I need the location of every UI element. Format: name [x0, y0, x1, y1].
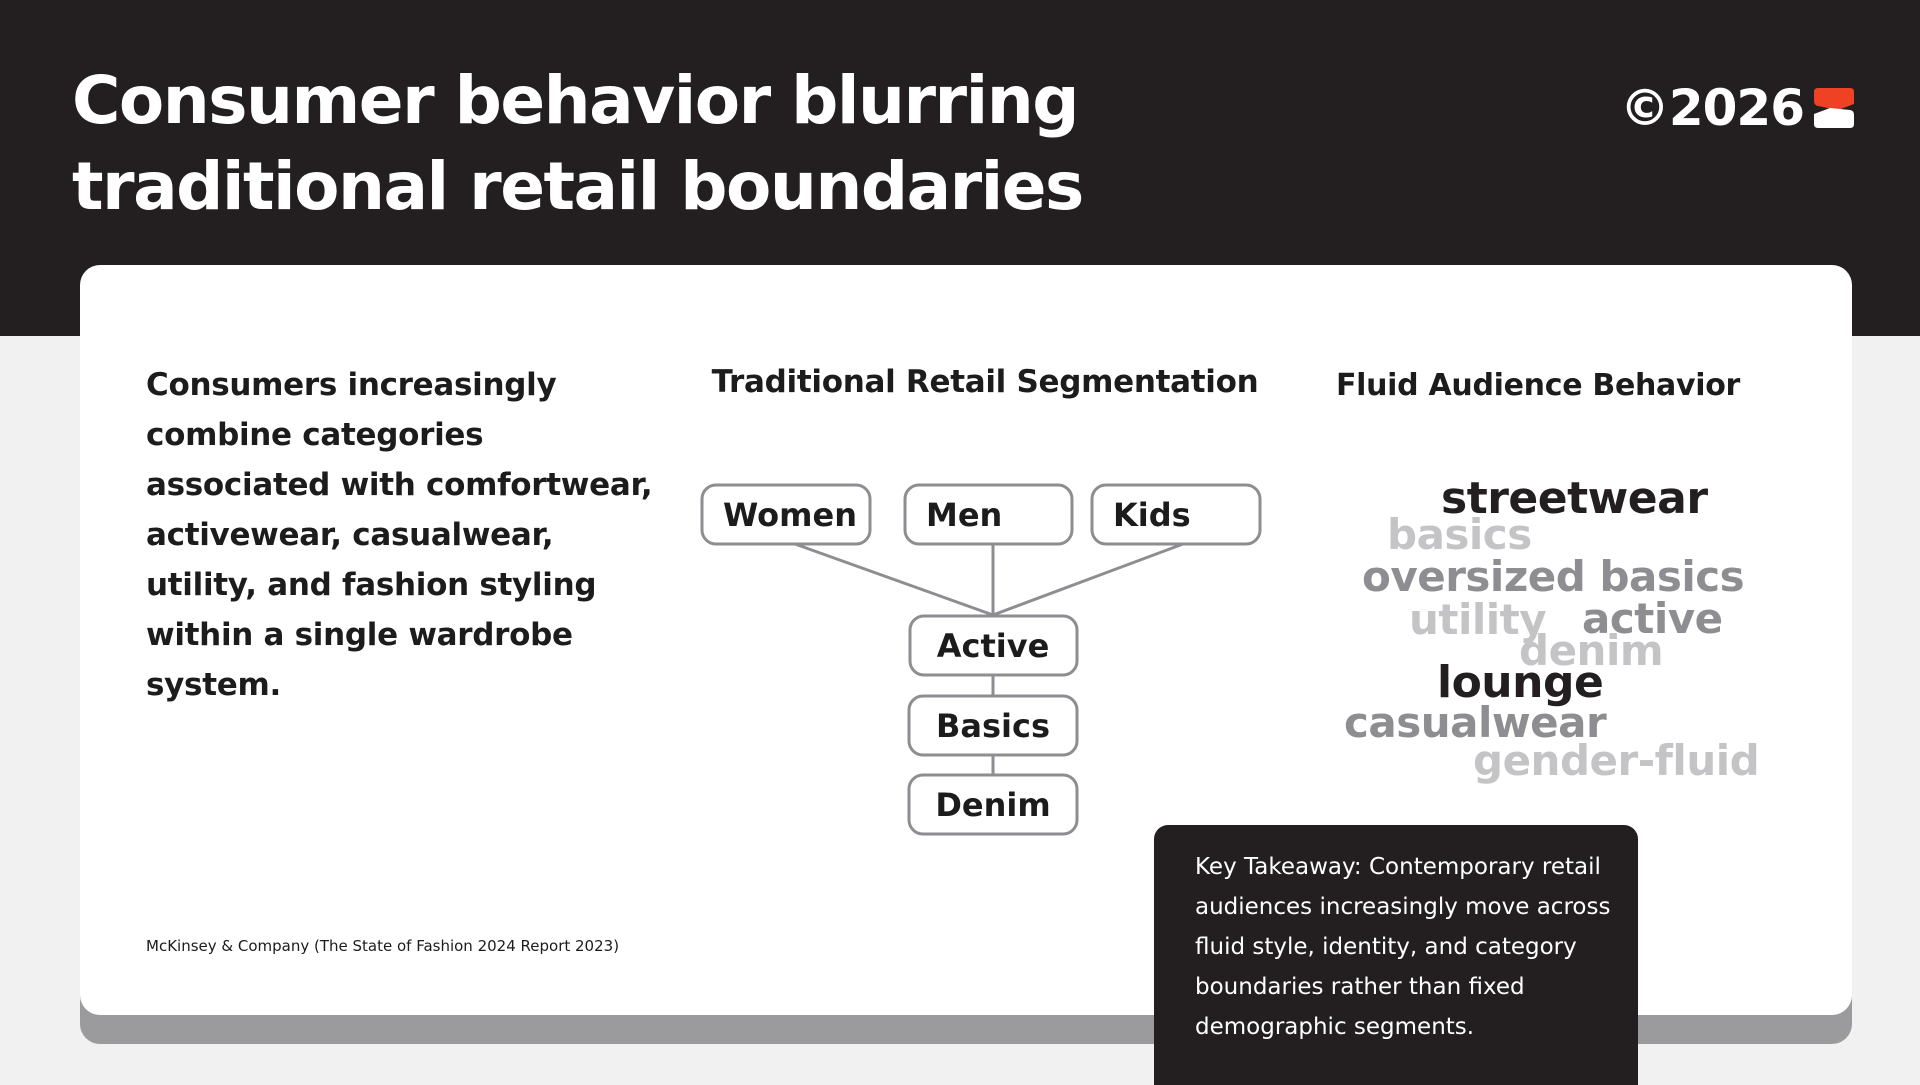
intro-text: Consumers increasingly combine categories associated with comfortwear, activewear, casualwear, utility, and fashion styling within a single wardrobe system.: [146, 367, 653, 703]
connector-kids: [993, 544, 1183, 615]
word-lounge: lounge: [1437, 657, 1604, 708]
node-denim: [909, 775, 1077, 834]
key-takeaway-box: [1154, 825, 1638, 1085]
node-kids: [1092, 485, 1260, 544]
segmentation-heading: Traditional Retail Segmentation: [711, 364, 1259, 400]
key-takeaway-text: Key Takeaway: Contemporary retail audiences increasingly move across fluid style, identity, and category boundaries rather than fixed demographic segments.: [1195, 854, 1611, 1040]
node-basics: [909, 696, 1077, 755]
word-casualwear: casualwear: [1344, 698, 1607, 747]
word-utility: utility: [1409, 595, 1547, 644]
word-active: active: [1582, 594, 1723, 643]
node-men-label: Men: [926, 496, 1003, 534]
word-gender-fluid: gender-fluid: [1473, 736, 1760, 785]
brand-copyright: ©2026: [1619, 79, 1804, 137]
source-note: McKinsey & Company (The State of Fashion 2024 Report 2023): [146, 937, 620, 955]
word-denim: denim: [1519, 626, 1664, 675]
node-women-label: Women: [723, 496, 857, 534]
fluid-heading: Fluid Audience Behavior: [1335, 368, 1741, 403]
node-denim-label: Denim: [935, 786, 1051, 824]
node-kids-label: Kids: [1113, 496, 1191, 534]
page-title: Consumer behavior blurring traditional retail boundaries: [72, 62, 1083, 225]
word-basics: basics: [1387, 510, 1532, 559]
word-streetwear: streetwear: [1441, 473, 1708, 524]
connector-women: [795, 544, 993, 615]
node-men: [905, 485, 1072, 544]
word-oversized-basics: oversized basics: [1362, 552, 1745, 601]
node-women: [702, 485, 870, 544]
node-basics-label: Basics: [935, 707, 1051, 745]
node-active-label: Active: [936, 627, 1050, 665]
node-active: [910, 616, 1077, 675]
